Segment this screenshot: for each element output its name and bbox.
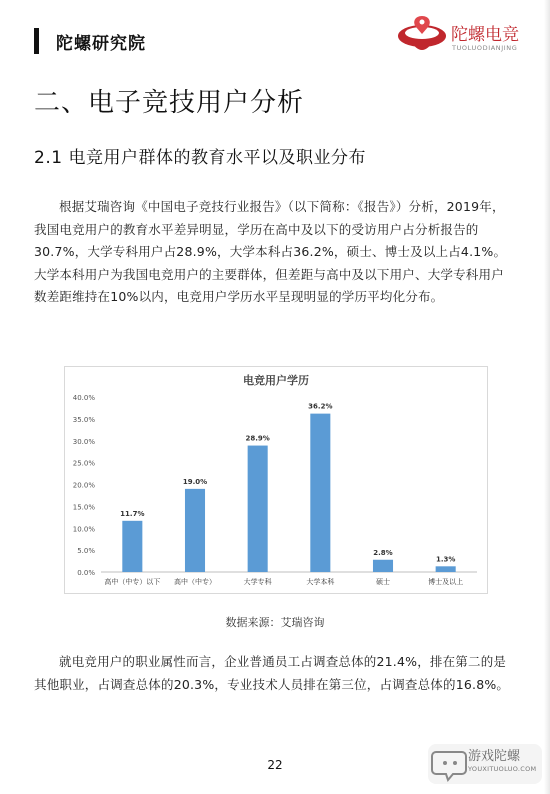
data-label: 19.0% bbox=[182, 477, 208, 486]
chart-source-caption: 数据来源：艾瑞咨询 bbox=[225, 616, 325, 629]
y-tick-label: 30.0% bbox=[72, 437, 95, 446]
bar bbox=[248, 446, 268, 572]
data-label: 11.7% bbox=[120, 509, 145, 518]
y-tick-label: 0.0% bbox=[77, 569, 95, 577]
section-heading: 二、电子竞技用户分析 bbox=[34, 88, 305, 118]
y-tick-label: 5.0% bbox=[77, 547, 95, 556]
data-label: 1.3% bbox=[435, 555, 456, 564]
header-accent-bar bbox=[34, 28, 39, 54]
y-tick-label: 35.0% bbox=[72, 415, 95, 424]
x-tick-label: 高中（中专） bbox=[174, 578, 216, 586]
y-tick-label: 20.0% bbox=[72, 481, 95, 490]
body-paragraph-1: 根据艾瑞咨询《中国电子竞技行业报告》（以下简称：《报告》）分析，2019年，我国电竞用户的教育水平差异明显，学历在高中及以下的受访用户占分析报告的30.7%，大学专科用户占28.9%，大学本科占36.2%，硕士、博士及以上占4.1%。大学本科用户为我国电竞用户的主要群体，但差距与高中及以下用户、大学专科用户数差距维持在10%以内，电竞用户学历水平呈现明显的学历平均化分布。 bbox=[34, 199, 507, 304]
y-tick-label: 15.0% bbox=[72, 503, 95, 512]
logo-text: 陀螺电竞 bbox=[451, 25, 519, 45]
x-tick-label: 大学专科 bbox=[243, 578, 272, 586]
chart-title: 电竞用户学历 bbox=[243, 374, 309, 387]
bar bbox=[310, 414, 330, 572]
header-title: 陀螺研究院 bbox=[56, 34, 146, 54]
bar bbox=[436, 566, 456, 572]
section-subheading: 2.1 电竞用户群体的教育水平以及职业分布 bbox=[34, 148, 366, 168]
x-tick-label: 大学本科 bbox=[306, 578, 335, 586]
data-label: 28.9% bbox=[245, 434, 270, 443]
bar bbox=[122, 521, 142, 572]
bar bbox=[373, 560, 393, 572]
x-tick-label: 高中（中专）以下 bbox=[104, 578, 161, 586]
x-tick-label: 硕士 bbox=[376, 578, 390, 586]
education-bar-chart bbox=[65, 367, 487, 593]
logo-subtitle: TUOLUODIANJING bbox=[452, 44, 518, 52]
data-label: 2.8% bbox=[373, 548, 393, 557]
x-tick-label: 博士及以上 bbox=[428, 578, 464, 586]
data-label: 36.2% bbox=[308, 402, 333, 411]
bar bbox=[185, 489, 205, 572]
watermark-subtitle: YOUXITUOLUO.COM bbox=[468, 765, 537, 773]
tuoluo-logo-icon bbox=[396, 14, 448, 60]
y-tick-label: 25.0% bbox=[72, 459, 95, 468]
page-edge-shadow bbox=[544, 0, 550, 794]
education-chart bbox=[64, 366, 488, 594]
y-tick-label: 10.0% bbox=[72, 525, 95, 534]
watermark-text: 游戏陀螺 bbox=[468, 749, 521, 764]
body-paragraph-2: 就电竞用户的职业属性而言，企业普通员工占调查总体的21.4%，排在第二的是其他职业，占调查总体的20.3%，专业技术人员排在第三位，占调查总体的16.8%。 bbox=[34, 654, 510, 692]
y-tick-label: 40.0% bbox=[72, 394, 95, 402]
page-number: 22 bbox=[267, 758, 283, 772]
